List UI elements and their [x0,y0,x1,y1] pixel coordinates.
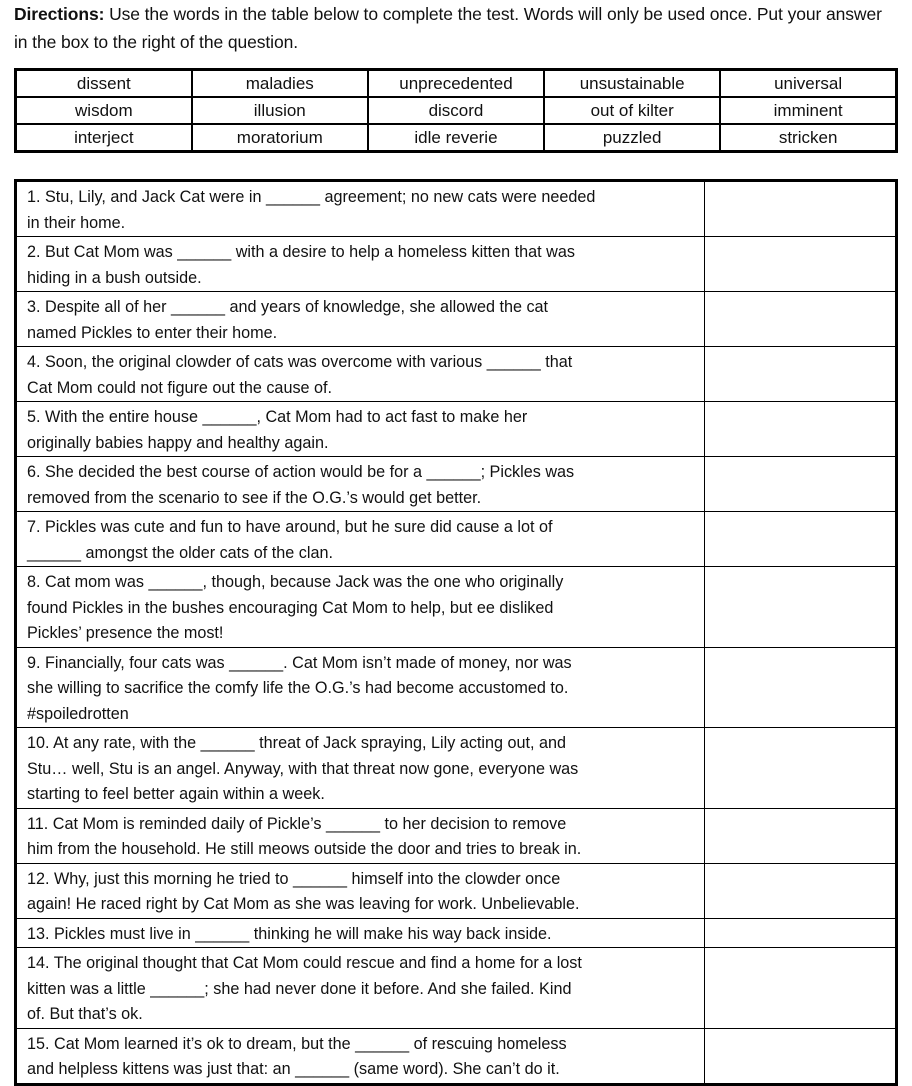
answer-box[interactable] [705,948,897,1029]
question-text [16,457,705,512]
question-line: 13. Pickles must live in ______ thinking he will make his way back inside. [27,924,552,943]
question-line: 8. Cat mom was ______, though, because Jack was the one who originally [27,573,564,591]
question-line: and helpless kittens was just that: an ______ (same word). She can’t do it. [27,1060,560,1078]
answer-box[interactable] [705,181,897,237]
question-row [16,292,897,347]
word-bank-row [16,124,897,152]
question-text [16,347,705,402]
question-line: 2. But Cat Mom was ______ with a desire to help a homeless kitten that was [27,243,575,261]
answer-box[interactable] [705,1028,897,1084]
question-row [16,402,897,457]
answer-box[interactable] [705,647,897,728]
question-line: 7. Pickles was cute and fun to have around, but he sure did cause a lot of [27,518,553,536]
questions-table [14,179,898,1086]
question-row [16,512,897,567]
question-text [16,1028,705,1084]
question-line: Cat Mom could not figure out the cause of. [27,378,333,397]
question-line: 5. With the entire house ______, Cat Mom had to act fast to make her [27,408,528,426]
question-line: originally babies happy and healthy again. [27,433,329,452]
question-line: removed from the scenario to see if the O.G.’s would get better. [27,488,482,507]
word-bank-cell: stricken [720,124,896,152]
question-line: named Pickles to enter their home. [27,323,278,342]
question-text [16,647,705,728]
question-line: Pickles’ presence the most! [27,624,224,642]
question-row [16,647,897,728]
question-row [16,347,897,402]
question-line: 14. The original thought that Cat Mom could rescue and find a home for a lost [27,954,582,972]
word-bank-row [16,97,897,124]
question-row [16,863,897,918]
word-bank-cell: maladies [192,70,368,98]
word-bank-cell: puzzled [544,124,720,152]
question-text [16,567,705,648]
question-line: she willing to sacrifice the comfy life the O.G.’s had become accustomed to. [27,679,569,697]
question-line: ______ amongst the older cats of the clan. [27,543,333,562]
question-line: 10. At any rate, with the ______ threat of Jack spraying, Lily acting out, and [27,734,567,752]
word-bank-cell: interject [16,124,192,152]
word-bank-table [14,68,898,153]
question-row [16,948,897,1029]
question-row [16,181,897,237]
question-row [16,567,897,648]
word-bank-cell: imminent [720,97,896,124]
question-line: 6. She decided the best course of action would be for a ______; Pickles was [27,463,575,481]
question-line: 11. Cat Mom is reminded daily of Pickle’s ______ to her decision to remove [27,814,567,833]
question-line: in their home. [27,213,126,232]
word-bank-cell: unsustainable [544,70,720,98]
answer-box[interactable] [705,292,897,347]
question-line: kitten was a little ______; she had never done it before. And she failed. Kind [27,979,572,998]
answer-box[interactable] [705,808,897,863]
directions-text: Use the words in the table below to complete the test. Words will only be used once. Put your answer in the box to the right of the question. [14,4,882,52]
word-bank-cell: universal [720,70,896,98]
word-bank-cell: illusion [192,97,368,124]
answer-box[interactable] [705,237,897,292]
question-line: him from the household. He still meows outside the door and tries to break in. [27,840,582,858]
question-line: 12. Why, just this morning he tried to ______ himself into the clowder once [27,869,561,888]
question-row [16,728,897,809]
answer-box[interactable] [705,347,897,402]
answer-box[interactable] [705,512,897,567]
directions-label: Directions: [14,4,105,24]
question-text [16,948,705,1029]
question-text [16,808,705,863]
question-line: 1. Stu, Lily, and Jack Cat were in ______ agreement; no new cats were needed [27,188,596,206]
answer-box[interactable] [705,402,897,457]
question-text [16,402,705,457]
question-line: 4. Soon, the original clowder of cats was overcome with various ______ that [27,353,573,371]
word-bank-cell: out of kilter [544,97,720,124]
question-line: #spoiledrotten [27,704,129,723]
word-bank-cell: discord [368,97,544,124]
question-row [16,808,897,863]
word-bank-cell: idle reverie [368,124,544,152]
word-bank-cell: unprecedented [368,70,544,98]
question-line: found Pickles in the bushes encouraging Cat Mom to help, but ee disliked [27,598,554,617]
answer-box[interactable] [705,728,897,809]
word-bank-cell: moratorium [192,124,368,152]
question-line: 15. Cat Mom learned it’s ok to dream, but the ______ of rescuing homeless [27,1034,567,1053]
question-row [16,457,897,512]
question-line: hiding in a bush outside. [27,268,202,287]
word-bank-row [16,70,897,98]
question-row [16,237,897,292]
question-line: of. But that’s ok. [27,1005,143,1023]
question-text [16,181,705,237]
word-bank-cell: wisdom [16,97,192,124]
answer-box[interactable] [705,918,897,948]
question-line: starting to feel better again within a week. [27,785,325,803]
answer-box[interactable] [705,457,897,512]
question-text [16,728,705,809]
question-line: 9. Financially, four cats was ______. Cat Mom isn’t made of money, nor was [27,653,572,672]
question-text [16,237,705,292]
question-line: again! He raced right by Cat Mom as she was leaving for work. Unbelievable. [27,895,580,913]
question-text [16,918,705,948]
answer-box[interactable] [705,863,897,918]
answer-box[interactable] [705,567,897,648]
question-row [16,1028,897,1084]
question-text [16,863,705,918]
directions [14,0,894,56]
question-text [16,512,705,567]
question-text [16,292,705,347]
question-row [16,918,897,948]
word-bank-cell: dissent [16,70,192,98]
question-line: 3. Despite all of her ______ and years of knowledge, she allowed the cat [27,298,549,316]
question-line: Stu… well, Stu is an angel. Anyway, with that threat now gone, everyone was [27,759,579,778]
